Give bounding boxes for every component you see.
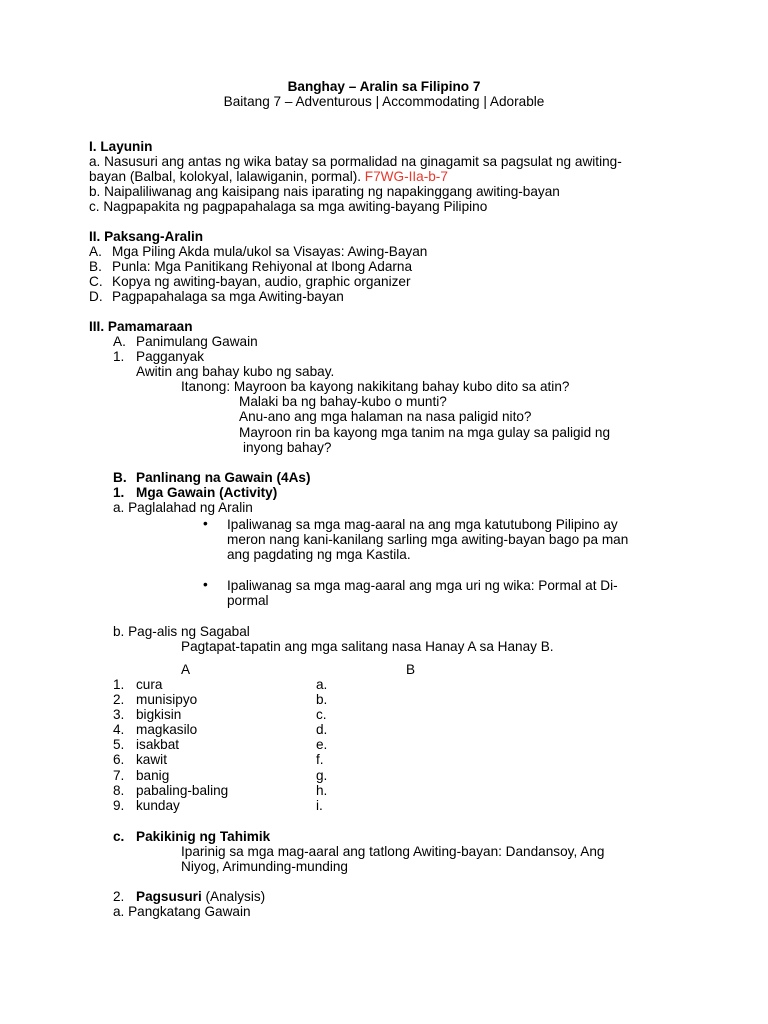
bullet-text: Ipaliwanag sa mga mag-aaral na ang mga katutubong Pilipino ay xyxy=(227,517,618,532)
question-line: Malaki ba ng bahay-kubo o munti? xyxy=(239,394,447,409)
iparinig-line: Iparinig sa mga mag-aaral ang tatlong Awiting-bayan: Dandansoy, Ang xyxy=(181,844,605,859)
pagtapat-instruction: Pagtapat-tapatin ang mga salitang nasa Hanay A sa Hanay B. xyxy=(181,639,554,654)
matching-number: 4. xyxy=(113,722,125,737)
matching-letter: f. xyxy=(316,752,324,767)
matching-number: 2. xyxy=(113,692,125,707)
itanong-question: Itanong: Mayroon ba kayong nakikitang bahay kubo dito sa atin? xyxy=(181,379,570,394)
matching-word: kawit xyxy=(136,752,167,767)
paksa-item-marker: C. xyxy=(89,274,103,289)
bullet-icon: • xyxy=(203,577,208,592)
layunin-a-line1: a. Nasusuri ang antas ng wika batay sa pormalidad na ginagamit sa pagsulat ng awiting- xyxy=(89,154,622,169)
paksa-item-text: Pagpapahalaga sa mga Awiting-bayan xyxy=(112,289,344,304)
matching-letter: c. xyxy=(316,707,327,722)
paksa-item-marker: B. xyxy=(89,259,102,274)
activity-heading: Mga Gawain (Activity) xyxy=(136,485,278,500)
matching-word: pabaling-baling xyxy=(136,783,229,798)
paglalahad-ng-aralin: a. Paglalahad ng Aralin xyxy=(113,500,253,515)
bullet-text: ang pagdating ng mga Kastila. xyxy=(227,547,411,562)
paksa-item-text: Mga Piling Akda mula/ukol sa Visayas: Awing-Bayan xyxy=(112,244,428,259)
pagganyak-marker: 1. xyxy=(113,349,125,364)
matching-word: isakbat xyxy=(136,737,180,752)
document-title: Banghay – Aralin sa Filipino 7 xyxy=(287,79,481,94)
matching-word: munisipyo xyxy=(136,692,198,707)
section-heading-pamamaraan: III. Pamamaraan xyxy=(89,319,193,334)
question-line: inyong bahay? xyxy=(243,440,332,455)
document-subtitle: Baitang 7 – Adventurous | Accommodating | Adorable xyxy=(223,94,545,109)
awitin-instruction: Awitin ang bahay kubo ng sabay. xyxy=(136,364,335,379)
matching-letter: g. xyxy=(316,768,328,783)
column-header-a: A xyxy=(181,662,191,677)
bullet-icon: • xyxy=(203,516,208,531)
matching-number: 7. xyxy=(113,768,125,783)
panlinang-heading: Panlinang na Gawain (4As) xyxy=(136,470,311,485)
pagganyak: Pagganyak xyxy=(136,349,205,364)
paksa-item-text: Kopya ng awiting-bayan, audio, graphic organizer xyxy=(112,274,411,289)
pakikinig-heading: Pakikinig ng Tahimik xyxy=(136,829,271,844)
matching-number: 1. xyxy=(113,677,125,692)
paksa-item-text: Punla: Mga Panitikang Rehiyonal at Ibong Adarna xyxy=(112,259,413,274)
panimulang-gawain: Panimulang Gawain xyxy=(136,334,258,349)
matching-number: 5. xyxy=(113,737,125,752)
panlinang-marker: B. xyxy=(113,470,127,485)
matching-letter: b. xyxy=(316,692,328,707)
matching-letter: e. xyxy=(316,737,328,752)
matching-number: 8. xyxy=(113,783,125,798)
matching-number: 3. xyxy=(113,707,125,722)
matching-letter: h. xyxy=(316,783,328,798)
question-line: Anu-ano ang mga halaman na nasa paligid nito? xyxy=(239,409,532,424)
section-heading-layunin: I. Layunin xyxy=(89,139,153,154)
paksa-item-marker: A. xyxy=(89,244,102,259)
matching-letter: i. xyxy=(316,798,323,813)
pag-alis-ng-sagabal: b. Pag-alis ng Sagabal xyxy=(113,624,250,639)
pangkatang-gawain: a. Pangkatang Gawain xyxy=(113,904,251,919)
matching-word: kunday xyxy=(136,798,180,813)
matching-number: 9. xyxy=(113,798,125,813)
competency-code: F7WG-IIa-b-7 xyxy=(364,169,448,184)
question-line: Mayroon rin ba kayong mga tanim na mga gulay sa paligid ng xyxy=(239,425,611,440)
matching-letter: a. xyxy=(316,677,328,692)
matching-word: bigkisin xyxy=(136,707,182,722)
bullet-text: meron nang kani-kanilang sarling mga awiting-bayan bago pa man xyxy=(227,532,629,547)
column-header-b: B xyxy=(406,662,416,677)
matching-letter: d. xyxy=(316,722,328,737)
matching-word: cura xyxy=(136,677,163,692)
activity-marker: 1. xyxy=(113,485,125,500)
iparinig-line: Niyog, Arimunding-munding xyxy=(181,859,348,874)
pagsusuri-marker: 2. xyxy=(113,889,125,904)
pagsusuri-heading: Pagsusuri (Analysis) xyxy=(136,889,266,904)
matching-word: magkasilo xyxy=(136,722,198,737)
bullet-text: Ipaliwanag sa mga mag-aaral ang mga uri ng wika: Pormal at Di- xyxy=(227,578,618,593)
layunin-b: b. Naipaliliwanag ang kaisipang nais iparating ng napakinggang awiting-bayan xyxy=(89,184,560,199)
section-heading-paksang-aralin: II. Paksang-Aralin xyxy=(89,229,204,244)
layunin-c: c. Nagpapakita ng pagpapahalaga sa mga awiting-bayang Pilipino xyxy=(89,199,488,214)
pamamaraan-a-marker: A. xyxy=(113,334,126,349)
matching-word: banig xyxy=(136,768,170,783)
bullet-text: pormal xyxy=(227,593,269,608)
layunin-a-line2: bayan (Balbal, kolokyal, lalawiganin, pormal). F7WG-IIa-b-7 xyxy=(89,169,448,184)
pakikinig-marker: c. xyxy=(113,829,125,844)
matching-number: 6. xyxy=(113,752,125,767)
paksa-item-marker: D. xyxy=(89,289,103,304)
